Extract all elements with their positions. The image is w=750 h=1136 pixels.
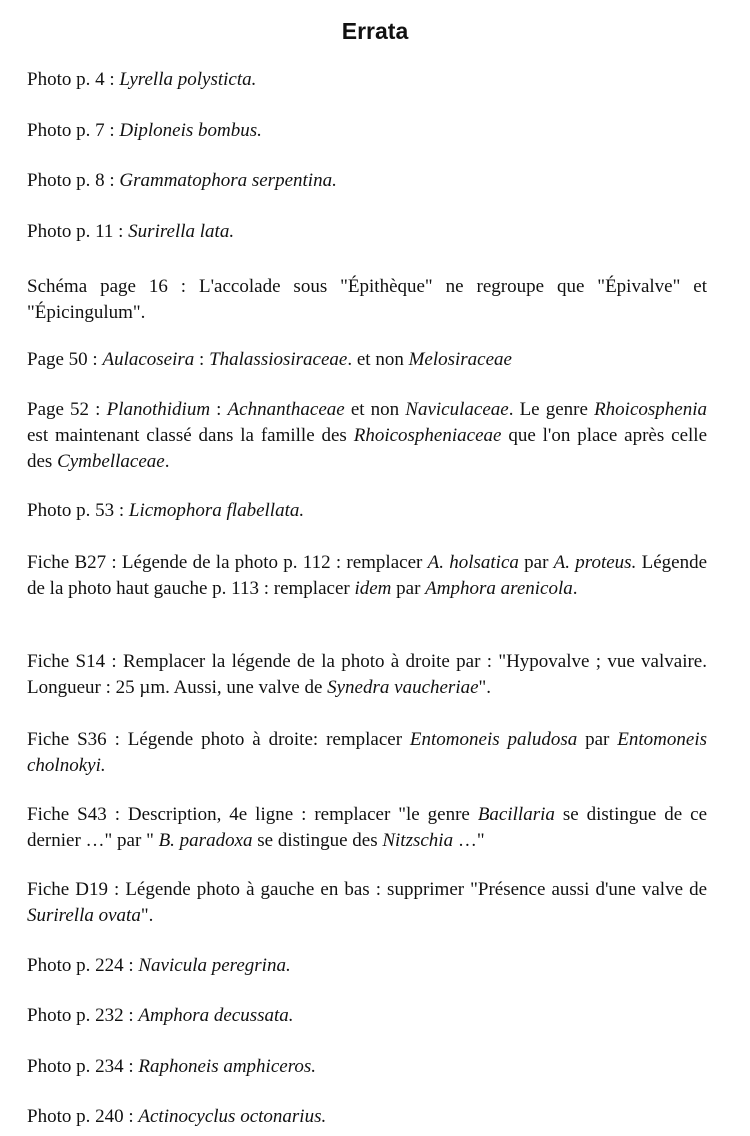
errata-entry [27, 649, 707, 701]
entry-text: Fiche D19 : Légende photo à gauche en bas : supprimer "Présence aussi d'une valve de [27, 879, 707, 900]
entry-text: Fiche S36 : Légende photo à droite: remplacer [27, 729, 410, 750]
species-name: B. paradoxa [158, 830, 253, 851]
entry-text: Photo p. 7 : [27, 120, 120, 141]
entry-text: Photo p. 53 : [27, 500, 129, 521]
family-name: Rhoicospheniaceae [353, 425, 502, 446]
entry-text: Page 52 : [27, 399, 107, 420]
species-name: Synedra vaucheriae [327, 677, 479, 698]
errata-entry [27, 274, 707, 326]
family-name: Melosiraceae [408, 349, 512, 370]
species-name: Amphora arenicola [425, 578, 573, 599]
family-name: Achnanthaceae [227, 399, 345, 420]
errata-entry [27, 118, 707, 144]
family-name: Cymbellaceae [57, 451, 165, 472]
entry-text: . [164, 451, 170, 472]
entry-text: Légende de la photo haut gauche p. 113 : remplacer [27, 552, 708, 599]
species-name: Entomoneis cholnokyi. [27, 729, 707, 776]
species-name: Amphora decussata. [138, 1005, 294, 1026]
family-name: Thalassiosiraceae [209, 349, 348, 370]
entry-text: Photo p. 11 : [27, 221, 129, 242]
species-name: Grammatophora serpentina. [119, 170, 337, 191]
entry-text: et non [344, 399, 406, 420]
entry-text: est maintenant classé dans la famille des [27, 425, 354, 446]
entry-text: Photo p. 8 : [27, 170, 120, 191]
species-name: Surirella lata. [128, 221, 235, 242]
species-name: Actinocyclus octonarius. [138, 1106, 327, 1127]
entry-text: Page 50 : [27, 349, 103, 370]
errata-entry [27, 347, 707, 373]
entry-text: que l'on place après celle des [27, 425, 707, 472]
entry-text: Photo p. 234 : [27, 1056, 139, 1077]
entry-text: ". [140, 905, 154, 926]
entry-text: Photo p. 232 : [27, 1005, 139, 1026]
species-name: Raphoneis amphiceros. [138, 1056, 317, 1077]
errata-entry [27, 1104, 707, 1130]
entry-text: . et non [347, 349, 409, 370]
genus-name: Nitzschia [382, 830, 454, 851]
errata-entry [27, 397, 707, 475]
entry-text: par [391, 578, 426, 599]
entry-text: …" [453, 830, 485, 851]
entry-text: . Le genre [508, 399, 595, 420]
errata-entry [27, 802, 707, 854]
species-name: Diploneis bombus. [119, 120, 262, 141]
entry-text: ". [478, 677, 492, 698]
errata-entry [27, 953, 707, 979]
errata-entry [27, 1054, 707, 1080]
species-name: Surirella ovata [27, 905, 141, 926]
entry-text: : [194, 349, 210, 370]
entry-text: se distingue des [252, 830, 383, 851]
entry-text: Fiche S14 : Remplacer la légende de la photo à droite par : "Hypovalve ; vue valvaire. Longueur : 25 µm. Aussi, une valve de [27, 651, 707, 698]
entry-text: : [210, 399, 228, 420]
errata-entry [27, 219, 707, 245]
species-name: A. proteus. [553, 552, 637, 573]
errata-entry [27, 727, 707, 779]
errata-entry [27, 168, 707, 194]
entry-text: Photo p. 4 : [27, 69, 120, 90]
entry-text: . [572, 578, 578, 599]
genus-name: Rhoicosphenia [594, 399, 707, 420]
species-name: idem [354, 578, 392, 599]
species-name: Entomoneis paludosa [409, 729, 578, 750]
errata-entry [27, 67, 707, 93]
entry-text: par [518, 552, 554, 573]
errata-entry [27, 1003, 707, 1029]
errata-entry [27, 498, 707, 524]
genus-name: Bacillaria [477, 804, 555, 825]
page-title: Errata [341, 18, 409, 44]
genus-name: Aulacoseira [102, 349, 195, 370]
species-name: Lyrella polysticta. [119, 69, 257, 90]
genus-name: Planothidium [106, 399, 211, 420]
entry-text: Fiche S43 : Description, 4e ligne : remplacer "le genre [27, 804, 478, 825]
species-name: A. holsatica [427, 552, 519, 573]
family-name: Naviculaceae [405, 399, 509, 420]
entry-text: Photo p. 224 : [27, 955, 139, 976]
entry-text: par [577, 729, 618, 750]
entry-text: Schéma page 16 : L'accolade sous "Épithèque" ne regroupe que "Épivalve" et "Épicingulum". [27, 276, 707, 323]
entry-text: Photo p. 240 : [27, 1106, 139, 1127]
errata-entry [27, 550, 707, 602]
species-name: Navicula peregrina. [138, 955, 291, 976]
entry-text: se distingue de ce dernier …" par " [27, 804, 708, 851]
species-name: Licmophora flabellata. [128, 500, 305, 521]
entry-text: Fiche B27 : Légende de la photo p. 112 : remplacer [27, 552, 428, 573]
errata-entry [27, 877, 707, 929]
